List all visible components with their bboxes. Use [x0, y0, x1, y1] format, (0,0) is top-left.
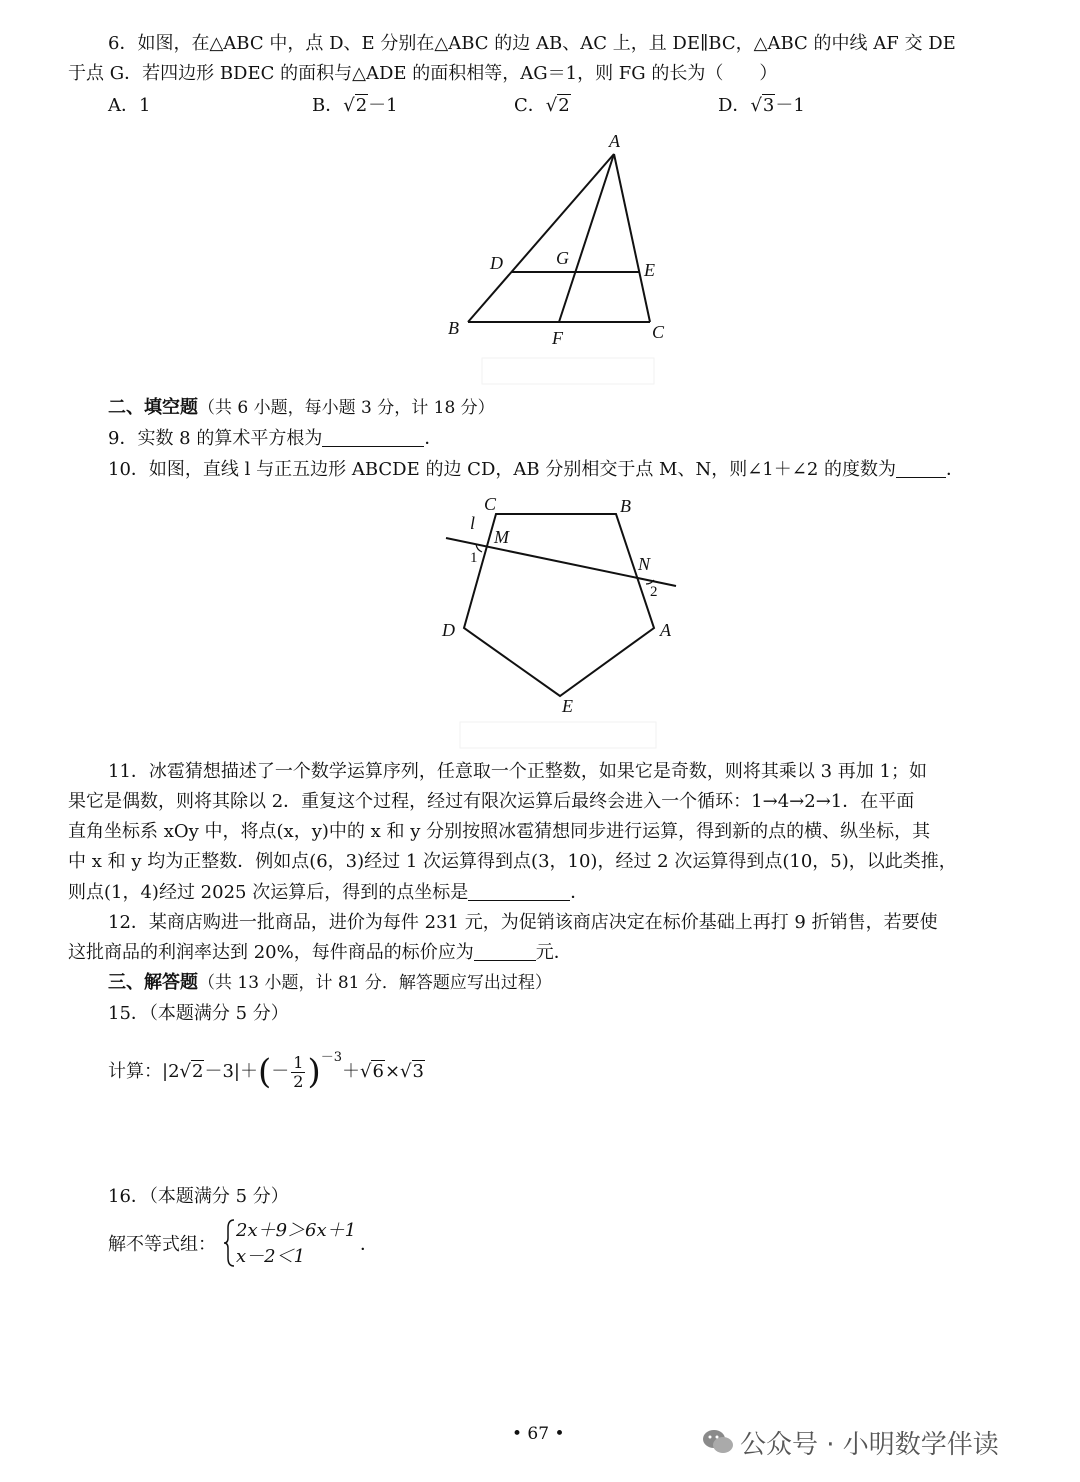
q9-text: 9．实数 8 的算术平方根为 [108, 428, 323, 449]
q6-option-b [312, 94, 398, 118]
q6-option-d-radicand: 3 [762, 95, 775, 116]
q16-end: ． [360, 1234, 378, 1255]
q15-prefix: 计算： [108, 1061, 162, 1082]
q6-option-d-prefix: D． [718, 95, 751, 116]
q15-abs-close: －3|＋ [204, 1061, 258, 1082]
label-f: F [552, 328, 563, 348]
q11-end: ． [570, 882, 589, 903]
label-e: E [562, 696, 573, 716]
label-b: B [620, 496, 631, 516]
q16-inequality-1: 2x＋9＞6x＋1 [236, 1220, 357, 1241]
section2-heading [108, 396, 495, 420]
q6-option-b-suffix: －1 [368, 95, 398, 116]
sqrt-symbol: √2 [545, 95, 570, 116]
sqrt-symbol: √2 [343, 95, 368, 116]
label-l: l [470, 513, 476, 533]
q11-line2: 果它是偶数，则将其除以 2．重复这个过程，经过有限次运算后最终会进入一个循环：1→4→2→1．在平面 [68, 791, 915, 812]
section2-title: 二、填空题 [108, 397, 198, 418]
q6-option-d-suffix: －1 [775, 95, 805, 116]
triangle-figure [440, 128, 680, 388]
q10-end: ． [946, 459, 965, 480]
q12-line2 [68, 941, 572, 965]
sqrt-symbol: √2 [179, 1061, 204, 1082]
q15-fraction [291, 1054, 305, 1091]
section3-heading [108, 971, 552, 995]
q16-header: 16．（本题满分 5 分） [108, 1186, 289, 1207]
q9-line [108, 427, 442, 451]
pentagon-figure [430, 490, 690, 750]
q11-line4: 中 x 和 y 均为正整数．例如点(6，3)经过 1 次运算得到点(3，10)，经过 2 次运算得到点(10，5)，以此类推， [68, 851, 957, 872]
q6-line2: 于点 G．若四边形 BDEC 的面积与△ADE 的面积相等，AG＝1，则 FG 的长为（ ） [68, 63, 778, 84]
q10-text: 10．如图，直线 l 与正五边形 ABCDE 的边 CD，AB 分别相交于点 M、N，则∠1＋∠2 的度数为 [108, 459, 897, 480]
watermark: 公众号 · 小明数学伴读 [740, 1430, 999, 1460]
label-angle-1: 1 [470, 550, 478, 566]
q11-line5 [68, 881, 588, 905]
section3-note: （共 13 小题，计 81 分．解答题应写出过程） [198, 973, 552, 993]
left-paren: ( [258, 1052, 272, 1092]
q15-frac-num: 1 [293, 1052, 304, 1072]
label-angle-2: 2 [650, 584, 658, 600]
q15-expression [108, 1036, 425, 1094]
q15-times: × [384, 1061, 401, 1082]
q11-answer-blank[interactable] [468, 882, 570, 901]
label-c: C [652, 322, 665, 342]
q12-end: 元． [535, 942, 572, 963]
right-paren: ) [307, 1052, 321, 1092]
q15-abs-open: |2 [162, 1061, 180, 1082]
label-b: B [448, 318, 459, 338]
label-c: C [484, 494, 497, 514]
median-af [559, 154, 614, 322]
label-m: M [494, 527, 509, 547]
q6-option-c-radicand: 2 [558, 95, 570, 116]
brace-icon [222, 1218, 236, 1268]
figure-caption-box [460, 722, 656, 748]
section3-title: 三、解答题 [108, 972, 198, 993]
q6-option-b-radicand: 2 [355, 95, 368, 116]
label-a: A [609, 131, 620, 151]
q6-option-a: A．1 [108, 95, 151, 116]
q12-text: 这批商品的利润率达到 20%，每件商品的标价应为 [68, 942, 474, 963]
q6-option-c-prefix: C． [514, 95, 546, 116]
q9-answer-blank[interactable] [322, 428, 424, 447]
q15-plus: ＋ [342, 1061, 360, 1082]
label-a: A [660, 620, 671, 640]
q6-line1: 6．如图，在△ABC 中，点 D、E 分别在△ABC 的边 AB、AC 上，且 DE∥BC，△ABC 的中线 AF 交 DE [108, 33, 956, 54]
q16-prefix: 解不等式组： [108, 1234, 216, 1255]
sqrt-symbol: √3 [400, 1061, 424, 1082]
q15-exponent: －3 [320, 1050, 342, 1065]
q15-header: 15．（本题满分 5 分） [108, 1003, 289, 1024]
q10-line [108, 458, 964, 482]
q6-option-b-prefix: B． [312, 95, 344, 116]
q6-option-d [718, 94, 805, 118]
q11-text: 则点(1，4)经过 2025 次运算后，得到的点坐标是 [68, 882, 469, 903]
label-e: E [644, 260, 655, 280]
section2-note: （共 6 小题，每小题 3 分，计 18 分） [198, 398, 495, 418]
q11-line3: 直角坐标系 xOy 中，将点(x，y)中的 x 和 y 分别按照冰雹猜想同步进行运算，得到新的点的横、纵坐标，其 [68, 821, 931, 842]
q15-frac-minus: － [271, 1061, 290, 1082]
figure-caption-box [482, 358, 654, 384]
q12-answer-blank[interactable] [474, 942, 536, 961]
page-number: • 67 • [512, 1424, 565, 1444]
edge-ab [468, 154, 614, 322]
q6-option-c [514, 94, 571, 118]
q15-frac-den: 2 [293, 1071, 304, 1091]
q10-answer-blank[interactable] [896, 459, 946, 478]
q11-line1: 11．冰雹猜想描述了一个数学运算序列，任意取一个正整数，如果它是奇数，则将其乘以 3 再加 1；如 [108, 761, 927, 782]
q15-radicand-3: 3 [412, 1061, 424, 1082]
label-g: G [556, 248, 569, 268]
label-d: D [442, 620, 455, 640]
sqrt-symbol: √6 [360, 1061, 384, 1082]
label-n: N [638, 554, 651, 574]
wechat-icon [702, 1428, 734, 1456]
pentagon-abcde [464, 514, 654, 696]
q16-inequality-2: x－2＜1 [236, 1246, 306, 1267]
edge-ac [614, 154, 650, 322]
q15-radicand-1: 2 [192, 1061, 204, 1082]
q12-line1: 12．某商店购进一批商品，进价为每件 231 元，为促销该商店决定在标价基础上再打 9 折销售，若要使 [108, 912, 938, 933]
q9-end: ． [424, 428, 443, 449]
sqrt-symbol: √3 [750, 95, 775, 116]
q15-radicand-2: 6 [372, 1061, 384, 1082]
label-d: D [490, 253, 503, 273]
